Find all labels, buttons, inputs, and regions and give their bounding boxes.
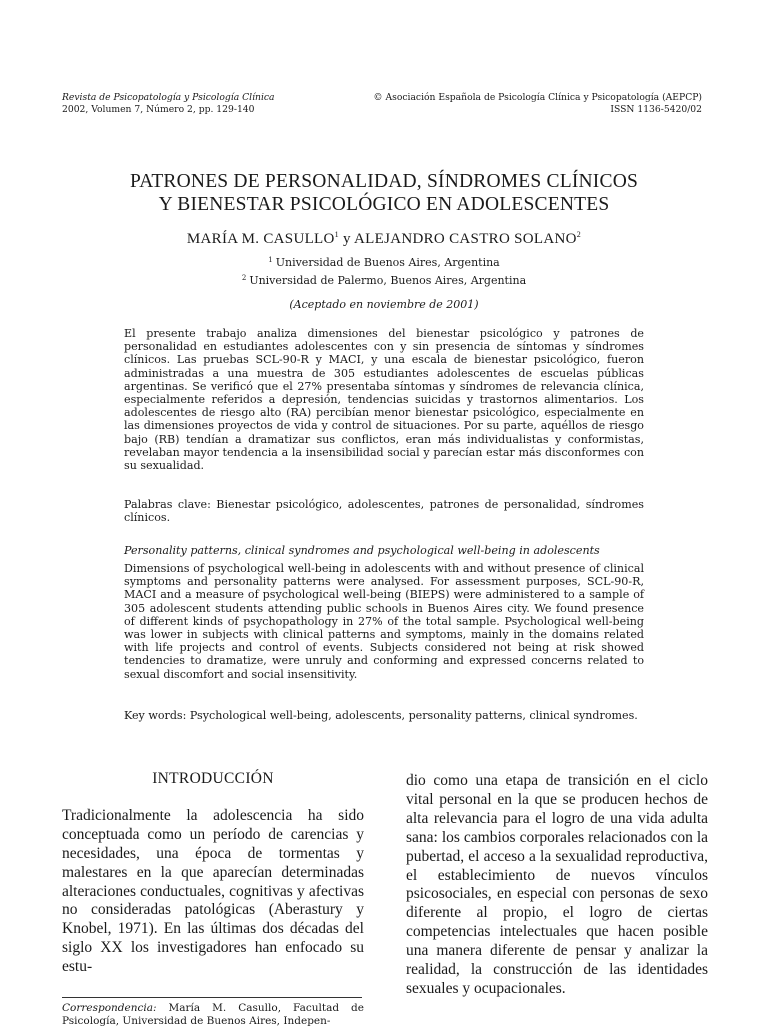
body-column-left <box>62 770 364 977</box>
affiliation-2-text: Universidad de Palermo, Buenos Aires, Argentina <box>249 273 527 287</box>
title-line-1: PATRONES DE PERSONALIDAD, SÍNDROMES CLÍNICOS <box>129 171 639 192</box>
author-1-affil-mark: 1 <box>334 230 339 239</box>
abstract-spanish: El presente trabajo analiza dimensiones del bienestar psicológico y patrones de personalidad en estudiantes adolescentes con y sin presencia de síntomas y síndromes clínicos. Las pruebas SCL-90-R y MACI, y una escala de bienestar psicológico, fueron administradas a una muestra de 305 estudiantes adolescentes de escuelas públicas argentinas. Se verificó que el 27% presentaba síntomas y síndromes de relevancia clínica, especialmente referidos a depresión, tendencias suicidas y trastornos alimentarios. Los adolescentes de riesgo alto (RA) percibían menor bienestar psicológico, especialmente en las dimensiones proyectos de vida y control de situaciones. Por su parte, aquéllos de riesgo bajo (RB) tendían a dramatizar sus conflictos, eran más individualistas y conformistas, revelaban mayor tendencia a la insensibilidad social y parecían estar más disconformes con su sexualidad. <box>124 327 644 473</box>
footnote-rule <box>62 997 362 998</box>
accepted-date: (Aceptado en noviembre de 2001) <box>289 298 479 311</box>
journal-header <box>62 92 275 116</box>
affiliation-1-mark: 1 <box>268 256 273 264</box>
journal-name: Revista de Psicopatología y Psicología Clínica <box>62 92 275 103</box>
footnote-label: Correspondencia: <box>62 1002 157 1014</box>
volume-info: 2002, Volumen 7, Número 2, pp. 129-140 <box>62 104 255 115</box>
article-title <box>60 170 708 216</box>
author-1: MARÍA M. CASULLO <box>186 231 335 247</box>
keywords-english: Key words: Psychological well-being, adolescents, personality patterns, clinical syndromes. <box>124 709 638 722</box>
affiliations <box>60 253 708 288</box>
body-column-right <box>406 772 708 999</box>
copyright-header <box>373 92 702 116</box>
keywords-spanish: Palabras clave: Bienestar psicológico, adolescentes, patrones de personalidad, síndromes clínicos. <box>124 498 644 525</box>
affiliation-2 <box>60 271 708 289</box>
author-2-affil-mark: 2 <box>576 230 582 239</box>
issn-line: ISSN 1136-5420/02 <box>610 104 702 115</box>
author-connector: y <box>338 231 355 247</box>
title-line-2: Y BIENESTAR PSICOLÓGICO EN ADOLESCENTES <box>158 194 610 215</box>
section-heading: INTRODUCCIÓN <box>152 770 274 787</box>
intro-paragraph-left: Tradicionalmente la adolescencia ha sido conceptuada como un período de carencias y necesidades, una época de tormentas y malestares en la que aparecían determinadas alteraciones conductuales, cognitivas y afectivas no consideradas patológicas (Aberastury y Knobel, 1971). En las últimas dos décadas del siglo XX los investigadores han enfocado su estu- <box>62 806 364 976</box>
intro-paragraph-right: dio como una etapa de transición en el ciclo vital personal en la que se producen hechos de alta relevancia para el logro de una vida adulta sana: los cambios corporales relacionados con la pubertad, el acceso a la sexualidad reproductiva, el establecimiento de nuevos vínculos psicosociales, en especial con personas de sexo diferente al propio, el logro de ciertas competencias intelectuales que hacen posible una manera diferente de pensar y analizar la realidad, la construcción de las identidades sexuales y ocupacionales. <box>406 772 708 997</box>
abstract-english-title: Personality patterns, clinical syndromes and psychological well-being in adolescents <box>124 544 600 557</box>
footnote <box>62 1002 364 1028</box>
abstract-english: Dimensions of psychological well-being in adolescents with and without presence of clinical symptoms and personality patterns were analysed. For assessment purposes, SCL-90-R, MACI and a measure of psychological well-being (BIEPS) were administered to a sample of 305 adolescent students attending public schools in Buenos Aires city. We found presence of different kinds of psychopathology in 27% of the total sample. Psychological well-being was lower in subjects with clinical patterns and symptoms, mainly in the domains related with life projects and control of events. Subjects considered not being at risk showed tendencies to dramatize, were unruly and conforming and expressed concerns related to sexual discomfort and social insensitivity. <box>124 562 644 681</box>
author-list <box>60 230 708 248</box>
affiliation-2-mark: 2 <box>241 273 247 282</box>
footnote-text: María M. Casullo, Facultad de Psicología, Universidad de Buenos Aires, Indepen- <box>62 1002 364 1027</box>
copyright-line: © Asociación Española de Psicología Clínica y Psicopatología (AEPCP) <box>373 92 702 103</box>
author-2: ALEJANDRO CASTRO SOLANO <box>354 231 577 247</box>
affiliation-1-text: Universidad de Buenos Aires, Argentina <box>275 256 500 269</box>
affiliation-1 <box>60 253 708 271</box>
